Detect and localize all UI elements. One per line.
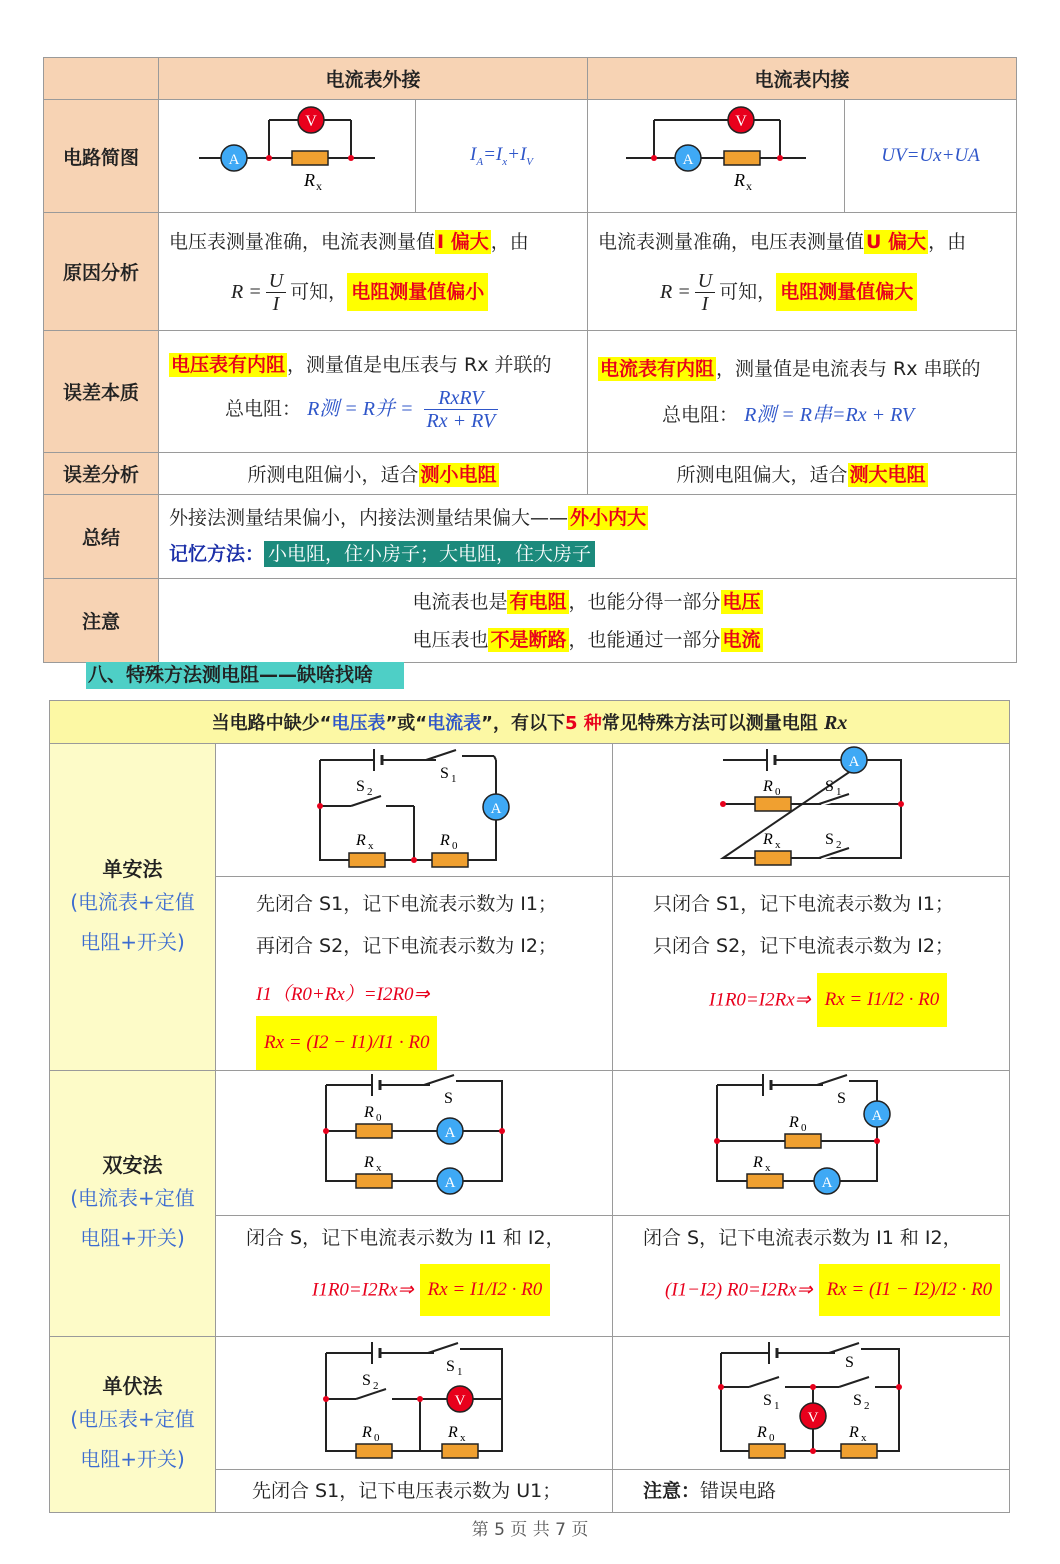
single-ammeter-left-circuit: [216, 744, 612, 872]
double-ammeter-left-result: Rx = I1/I2 · R0: [420, 1264, 551, 1316]
svg-text:A: A: [444, 1125, 456, 1141]
svg-text:V: V: [454, 1393, 466, 1409]
internal-essence-cell: 电流表有内阻 ，测量值是电流表与 Rx 串联的 总电阻： R测 = R串=Rx + RV: [588, 331, 1017, 453]
svg-text:0: 0: [769, 1432, 775, 1444]
page-footer: 第 5 页 共 7 页: [471, 1520, 589, 1540]
svg-text:A: A: [228, 152, 240, 168]
svg-text:2: 2: [373, 1380, 379, 1392]
external-cause-result: 电阻测量值偏小: [347, 273, 488, 311]
svg-text:x: x: [376, 1162, 382, 1174]
row-label-essence: 误差本质: [44, 331, 159, 453]
internal-error-cell: 所测电阻偏大，适合 测大电阻: [588, 453, 1017, 495]
svg-text:2: 2: [367, 786, 373, 798]
corner-cell: [44, 58, 159, 100]
svg-text:x: x: [460, 1432, 466, 1444]
single-voltmeter-left-circuit: [216, 1337, 612, 1465]
internal-circuit-cell: [588, 100, 845, 213]
methods-header: 当电路中缺少“电压表”或“电流表”，有以下5 种常见特殊方法可以测量电阻 Rx: [50, 701, 1010, 744]
svg-text:S: S: [845, 1354, 854, 1371]
svg-text:V: V: [735, 113, 747, 130]
header-internal: 电流表内接: [588, 58, 1017, 100]
svg-text:S: S: [440, 765, 449, 782]
svg-text:1: 1: [457, 1366, 463, 1378]
svg-text:S: S: [853, 1392, 862, 1409]
single-voltmeter-right-circuit: [613, 1337, 1009, 1465]
svg-text:R: R: [440, 832, 450, 849]
svg-text:x: x: [775, 839, 781, 851]
external-cause-cell: 电压表测量准确，电流表测量值 I 偏大 ，由 R = $\frac{U}{I}$ 可知， 电阻测量值偏小: [159, 213, 588, 331]
internal-circuit-diagram: [588, 100, 844, 208]
svg-text:S: S: [763, 1392, 772, 1409]
svg-text:S: S: [362, 1372, 371, 1389]
svg-text:V: V: [305, 113, 317, 130]
section-title: 八、特殊方法测电阻——缺啥找啥: [86, 662, 404, 689]
external-error-cell: 所测电阻偏小，适合 测小电阻: [159, 453, 588, 495]
header-external: 电流表外接: [159, 58, 588, 100]
external-circuit-cell: [159, 100, 416, 213]
svg-text:A: A: [821, 1175, 833, 1191]
svg-text:A: A: [848, 754, 860, 770]
internal-cause-result: 电阻测量值偏大: [776, 273, 917, 311]
svg-text:S: S: [825, 831, 834, 848]
note-cell: 电流表也是 有电阻 ，也能分得一部分 电压 电压表也 不是断路 ，也能通过一部分 电流: [159, 579, 1017, 663]
svg-text:R: R: [789, 1114, 799, 1131]
svg-text:S: S: [825, 778, 834, 795]
row-label-error: 误差分析: [44, 453, 159, 495]
svg-text:1: 1: [836, 786, 842, 798]
u-over-i-fraction: $\frac{U}{I}$: [695, 270, 715, 315]
svg-text:S: S: [446, 1358, 455, 1375]
single-voltmeter-right: [613, 1337, 1010, 1513]
method-single-ammeter: 单安法 (电流表+定值 电阻+开关): [50, 744, 216, 1071]
single-ammeter-right-circuit: [613, 744, 1009, 872]
svg-text:R: R: [356, 832, 366, 849]
svg-text:R: R: [763, 831, 773, 848]
svg-text:x: x: [316, 179, 322, 193]
svg-text:1: 1: [774, 1400, 780, 1412]
svg-text:R: R: [364, 1154, 374, 1171]
svg-text:0: 0: [376, 1112, 382, 1124]
svg-text:A: A: [682, 152, 694, 168]
svg-text:x: x: [765, 1162, 771, 1174]
svg-text:R: R: [753, 1154, 763, 1171]
external-essence-cell: 电压表有内阻 ，测量值是电压表与 Rx 并联的 总电阻： R测 = R并 = $\frac{\text{RxRV}}{Rx + RV}$: [159, 331, 588, 453]
double-ammeter-right-result: Rx = (I1 − I2)/I2 · R0: [819, 1264, 1000, 1316]
single-ammeter-right: A R 0 R x S 1 S 2 只闭合 S1，记下电流表示数为 I1； 只闭合 S2，记下电流表示数为 I2； I1R0=I2Rx⇒ Rx = I1/I2 · R0: [613, 744, 1010, 1071]
svg-text:R: R: [757, 1424, 767, 1441]
svg-text:x: x: [368, 840, 374, 852]
single-ammeter-right-result: Rx = I1/I2 · R0: [817, 973, 948, 1027]
svg-text:2: 2: [864, 1400, 870, 1412]
svg-text:0: 0: [801, 1122, 807, 1134]
single-ammeter-left: A S 2 S 1 R x R 0 先闭合 S1，记下电流表示数为 I1； 再闭合 S2，记下电流表示数为 I2； I1（R0+Rx）=I2R0⇒ Rx = (I2 − I1)/I1 · R0: [216, 744, 613, 1071]
method-single-voltmeter: 单伏法 (电压表+定值 电阻+开关): [50, 1337, 216, 1513]
memory-value: 小电阻，住小房子；大电阻，住大房子: [264, 541, 595, 567]
single-ammeter-left-result: Rx = (I2 − I1)/I1 · R0: [256, 1016, 437, 1070]
svg-text:S: S: [356, 778, 365, 795]
svg-text:0: 0: [775, 786, 781, 798]
svg-text:A: A: [490, 801, 502, 817]
double-ammeter-left-circuit: [216, 1071, 612, 1211]
special-methods-table: [49, 700, 1010, 1513]
comparison-table: [43, 57, 1017, 663]
parallel-resistance-fraction: $\frac{\text{RxRV}}{Rx + RV}$: [424, 387, 499, 432]
svg-text:0: 0: [452, 840, 458, 852]
internal-formula: UV=Ux+UA: [881, 145, 980, 166]
row-label-note: 注意: [44, 579, 159, 663]
external-cause-highlight: I 偏大: [437, 231, 489, 253]
svg-text:V: V: [807, 1410, 819, 1426]
svg-text:R: R: [849, 1424, 859, 1441]
svg-text:S: S: [837, 1090, 846, 1107]
method-double-ammeter: 双安法 (电流表+定值 电阻+开关): [50, 1071, 216, 1337]
internal-cause-highlight: U 偏大: [866, 231, 927, 253]
row-label-cause: 原因分析: [44, 213, 159, 331]
svg-text:R: R: [734, 170, 745, 190]
external-formula: $I_A=I_x+I_V$: [470, 144, 533, 168]
svg-text:A: A: [871, 1108, 883, 1124]
double-ammeter-left: A A R 0 R x S 闭合 S，记下电流表示数为 I1 和 I2， I1R0=I2Rx⇒ Rx = I1/I2 · R0: [216, 1071, 613, 1337]
svg-text:2: 2: [836, 839, 842, 851]
internal-cause-cell: 电流表测量准确，电压表测量值 U 偏大 ，由 R = $\frac{U}{I}$ 可知， 电阻测量值偏大: [588, 213, 1017, 331]
wrong-circuit-note: 注意：错误电路: [613, 1469, 1009, 1506]
memory-label: 记忆方法：: [169, 542, 265, 565]
svg-text:0: 0: [374, 1432, 380, 1444]
svg-text:S: S: [444, 1090, 453, 1107]
svg-text:R: R: [304, 170, 315, 190]
summary-cell: 外接法测量结果偏小，内接法测量结果偏大—— 外小内大 记忆方法： 小电阻，住小房子；大电阻，住大房子: [159, 495, 1017, 579]
single-voltmeter-left: V S 2 S 1 R 0 R x 先闭合 S1，记下电压表示数为 U1；: [216, 1337, 613, 1513]
svg-text:x: x: [861, 1432, 867, 1444]
row-label-summary: 总结: [44, 495, 159, 579]
svg-text:R: R: [364, 1104, 374, 1121]
svg-text:1: 1: [451, 773, 457, 785]
external-formula-cell: [416, 100, 588, 213]
double-ammeter-right-circuit: [613, 1071, 1009, 1211]
svg-text:R: R: [763, 778, 773, 795]
double-ammeter-right: A A R 0 R x S 闭合 S，记下电流表示数为 I1 和 I2， (I1−I2) R0=I2Rx⇒ Rx = (I1 − I2)/I2 · R0: [613, 1071, 1010, 1337]
svg-text:R: R: [362, 1424, 372, 1441]
external-circuit-diagram: [159, 100, 415, 208]
row-label-circuit: 电路简图: [44, 100, 159, 213]
internal-formula-cell: [845, 100, 1017, 213]
svg-text:A: A: [444, 1175, 456, 1191]
u-over-i-fraction: $\frac{U}{I}$: [266, 270, 286, 315]
svg-text:x: x: [746, 179, 752, 193]
svg-text:R: R: [448, 1424, 458, 1441]
